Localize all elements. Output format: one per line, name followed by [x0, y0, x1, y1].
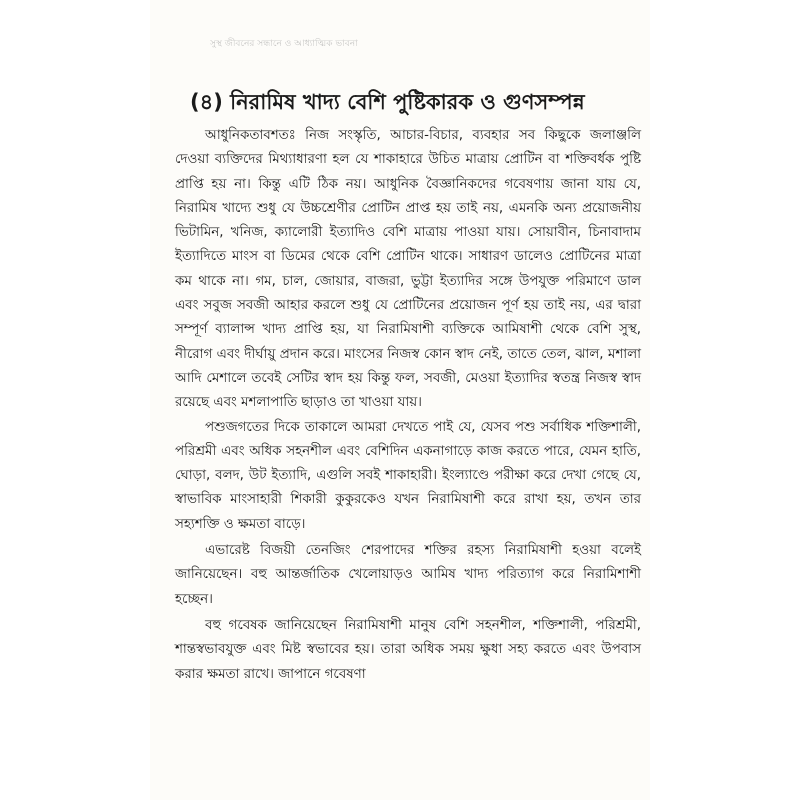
section-heading: (৪) নিরামিষ খাদ্য বেশি পুষ্টিকারক ও গুণসম্পন্ন [190, 90, 585, 114]
paragraph-3: এভারেষ্ট বিজয়ী তেনজিং শেরপাদের শক্তির রহস্য নিরামিষাশী হওয়া বলেই জানিয়েছেন। বহু আন্তর্জাতিক খেলোয়াড়ও আমিষ খাদ্য পরিত্যাগ করে নিরামিশাশী হচ্ছেন। [175, 543, 641, 607]
paragraph-1: আধুনিকতাবশতঃ নিজ সংস্কৃতি, আচার-বিচার, ব্যবহার সব কিছুকে জলাঞ্জলি দেওয়া ব্যক্তিদের মিথ্যাধারণা হল যে শাকাহারে উচিত মাত্রায় প্রোটিন বা শক্তিবর্ধক পুষ্টি প্রাপ্তি হয় না। কিন্তু এটি ঠিক নয়। আধুনিক বৈজ্ঞানিকদের গবেষণায় জানা যায় যে, নিরামিষ খাদ্যে শুধু যে উচ্চশ্রেণীর প্রোটিন প্রাপ্ত হয় তাই নয়, এমনকি অন্য প্রয়োজনীয় ভিটামিন, খনিজ, ক্যালোরী ইত্যাদিও বেশি মাত্রায় পাওয়া যায়। সোয়াবীন, চিনাবাদাম ইত্যাদিতে মাংস বা ডিমের থেকে বেশি প্রোটিন থাকে। সাধারণ ডালেও প্রোটিনের মাত্রা কম থাকে না। গম, চাল, জোয়ার, বাজরা, ভুট্টা ইত্যাদির সঙ্গে উপযুক্ত পরিমাণে ডাল এবং সবুজ সবজী আহার করলে শুধু যে প্রোটিনের প্রয়োজন পূর্ণ হয় তাই নয়, এর দ্বারা সম্পূর্ণ ব্যালান্স খাদ্য প্রাপ্তি হয়, যা নিরামিষাশী ব্যক্তিকে আমিষাশী থেকে বেশি সুস্থ, নীরোগ এবং দীর্ঘায়ু প্রদান করে। মাংসের নিজস্ব কোন স্বাদ নেই, তাতে তেল, ঝাল, মশালা আদি মেশালে তবেই সেটির স্বাদ হয় কিন্তু ফল, সবজী, মেওয়া ইত্যাদির স্বতন্ত্র নিজস্ব স্বাদ রয়েছে এবং মশলাপাতি ছাড়াও তা খাওয়া যায়। [175, 128, 641, 411]
running-header: সুস্থ জীবনের সন্ধানে ও আধ্যাত্মিক ভাবনা [210, 39, 358, 49]
body-text [175, 124, 641, 687]
paragraph-4: বহু গবেষক জানিয়েছেন নিরামিষাশী মানুষ বেশি সহনশীল, শক্তিশালী, পরিশ্রমী, শান্তস্বভাবযুক্ত এবং মিষ্ট স্বভাবের হয়। তারা অধিক সময় ক্ষুধা সহ্য করতে এবং উপবাস করার ক্ষমতা রাখে। জাপানে গবেষণা [175, 617, 641, 682]
paragraph-2: পশুজগতের দিকে তাকালে আমরা দেখতে পাই যে, যেসব পশু সর্বাধিক শক্তিশালী, পরিশ্রমী এবং অধিক সহনশীল এবং বেশিদিন একনাগাড়ে কাজ করতে পারে, যেমন হাতি, ঘোড়া, বলদ, উট ইত্যাদি, এগুলি সবই শাকাহারী। ইংল্যাণ্ডে পরীক্ষা করে দেখা গেছে যে, স্বাভাবিক মাংসাহারী শিকারী কুকুরকেও যখন নিরামিষাশী করে রাখা হয়, তখন তার সহ্যশক্তি ও ক্ষমতা বাড়ে। [175, 419, 641, 532]
